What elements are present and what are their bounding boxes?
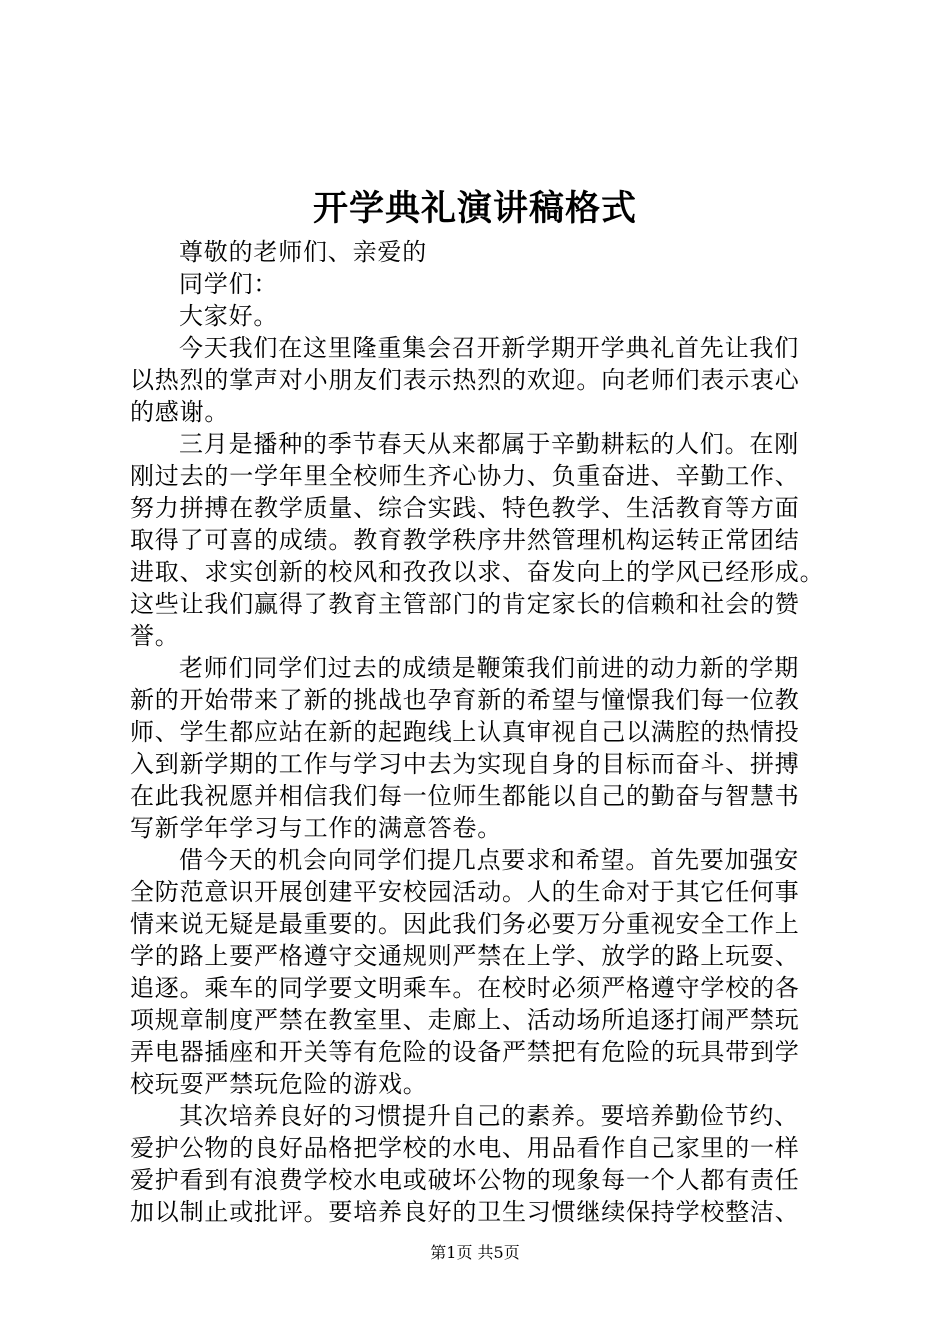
text-line: 尊敬的老师们、亲爱的 bbox=[179, 238, 427, 266]
text-line: 入到新学期的工作与学习中去为实现自身的目标而奋斗、拼搏 bbox=[130, 750, 800, 778]
text-line: 师、学生都应站在新的起跑线上认真审视自己以满腔的热情投 bbox=[130, 718, 800, 746]
text-line: 加以制止或批评。要培养良好的卫生习惯继续保持学校整洁、 bbox=[130, 1198, 800, 1226]
text-line: 借今天的机会向同学们提几点要求和希望。首先要加强安 bbox=[179, 846, 799, 874]
text-line: 学的路上要严格遵守交通规则严禁在上学、放学的路上玩耍、 bbox=[130, 942, 800, 970]
text-line: 的感谢。 bbox=[130, 398, 230, 426]
text-line: 爱护公物的良好品格把学校的水电、用品看作自己家里的一样 bbox=[130, 1134, 800, 1162]
page-number-footer: 第1页 共5页 bbox=[430, 1243, 520, 1262]
text-line: 努力拼搏在教学质量、综合实践、特色教学、生活教育等方面 bbox=[130, 494, 800, 522]
text-line: 项规章制度严禁在教室里、走廊上、活动场所追逐打闹严禁玩 bbox=[130, 1006, 800, 1034]
text-line: 大家好。 bbox=[179, 302, 279, 330]
text-line: 以热烈的掌声对小朋友们表示热烈的欢迎。向老师们表示衷心 bbox=[130, 366, 800, 394]
text-line: 在此我祝愿并相信我们每一位师生都能以自己的勤奋与智慧书 bbox=[130, 782, 800, 810]
text-line: 全防范意识开展创建平安校园活动。人的生命对于其它任何事 bbox=[130, 878, 800, 906]
text-line: 追逐。乘车的同学要文明乘车。在校时必须严格遵守学校的各 bbox=[130, 974, 800, 1002]
text-line: 老师们同学们过去的成绩是鞭策我们前进的动力新的学期 bbox=[179, 654, 799, 682]
document-title: 开学典礼演讲稿格式 bbox=[312, 188, 637, 229]
text-line: 爱护看到有浪费学校水电或破坏公物的现象每一个人都有责任 bbox=[130, 1166, 800, 1194]
text-line: 弄电器插座和开关等有危险的设备严禁把有危险的玩具带到学 bbox=[130, 1038, 800, 1066]
text-line: 新的开始带来了新的挑战也孕育新的希望与憧憬我们每一位教 bbox=[130, 686, 800, 714]
text-line: 同学们： bbox=[179, 270, 279, 298]
text-line: 三月是播种的季节春天从来都属于辛勤耕耘的人们。在刚 bbox=[179, 430, 799, 458]
text-line: 誉。 bbox=[130, 622, 180, 650]
text-line: 今天我们在这里隆重集会召开新学期开学典礼首先让我们 bbox=[179, 334, 799, 362]
text-line: 其次培养良好的习惯提升自己的素养。要培养勤俭节约、 bbox=[179, 1102, 799, 1130]
text-line: 校玩耍严禁玩危险的游戏。 bbox=[130, 1070, 428, 1098]
text-line: 进取、求实创新的校风和孜孜以求、奋发向上的学风已经形成。 bbox=[130, 558, 825, 586]
text-line: 写新学年学习与工作的满意答卷。 bbox=[130, 814, 502, 842]
text-line: 刚过去的一学年里全校师生齐心协力、负重奋进、辛勤工作、 bbox=[130, 462, 800, 490]
text-line: 取得了可喜的成绩。教育教学秩序井然管理机构运转正常团结 bbox=[130, 526, 800, 554]
text-line: 这些让我们赢得了教育主管部门的肯定家长的信赖和社会的赞 bbox=[130, 590, 800, 618]
document-body bbox=[130, 236, 830, 1228]
text-line: 情来说无疑是最重要的。因此我们务必要万分重视安全工作上 bbox=[130, 910, 800, 938]
